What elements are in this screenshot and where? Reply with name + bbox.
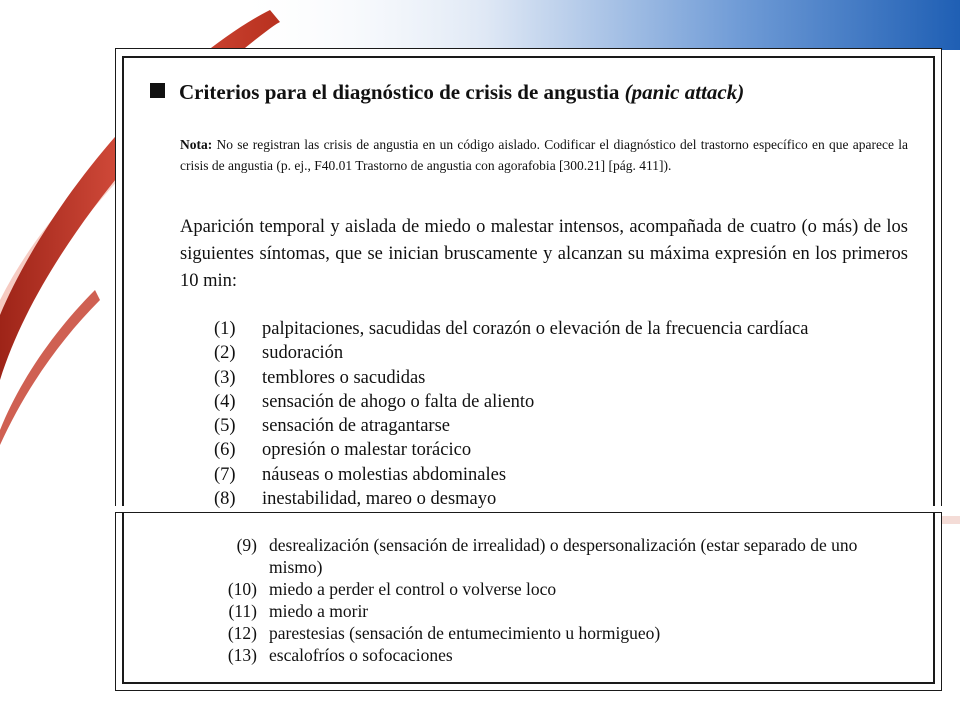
criteria-intro: Aparición temporal y aislada de miedo o malestar intensos, acompañada de cuatro (o más) de los siguientes síntomas, que se inician bruscamente y alcanzan su máxima expresión en los primeros 10 min: (180, 217, 908, 291)
criteria-heading (150, 80, 744, 105)
list-item (214, 414, 808, 438)
list-item (214, 317, 808, 341)
list-item (214, 390, 808, 414)
list-item-text: sudoración (262, 343, 344, 364)
list-item-text: miedo a perder el control o volverse loco (269, 579, 557, 599)
list-item-number: (1) (214, 319, 236, 339)
list-item (214, 644, 914, 666)
list-item-number: (12) (227, 623, 257, 643)
list-item (214, 341, 808, 365)
list-item-number: (8) (214, 489, 236, 510)
list-item-number: (5) (214, 416, 236, 437)
list-item (214, 438, 808, 462)
header-blue-band (230, 0, 960, 50)
list-item (214, 578, 914, 600)
list-item-text: inestabilidad, mareo o desmayo (262, 489, 497, 510)
list-item-text: temblores o sacudidas (262, 367, 426, 388)
note-label: Nota: (180, 137, 213, 152)
list-item-text: palpitaciones, sacudidas del corazón o elevación de la frecuencia cardíaca (262, 319, 809, 339)
list-item-text: náuseas o molestias abdominales (262, 464, 507, 485)
list-item (214, 534, 914, 578)
list-item (214, 463, 808, 487)
list-item-text: parestesias (sensación de entumecimiento u hormigueo) (269, 623, 661, 643)
list-item (214, 600, 914, 622)
list-item (214, 622, 914, 644)
criteria-heading-italic: (panic attack) (624, 80, 745, 104)
note-text: No se registran las crisis de angustia en un código aislado. Codificar el diagnóstico del trastorno específico en que aparece la crisis de angustia (p. ej., F40.01 Trastorno de angustia con agorafobia [300.21] [pág. 411]). (180, 137, 909, 173)
list-item (214, 487, 808, 511)
list-item-number: (2) (214, 343, 236, 364)
list-item-text: desrealización (sensación de irrealidad) o despersonalización (estar separado de uno mismo) (269, 535, 858, 577)
list-item-number: (11) (228, 601, 257, 621)
criteria-note (180, 134, 908, 176)
list-item-number: (4) (214, 391, 236, 412)
list-item-number: (10) (227, 579, 257, 599)
list-item-text: sensación de ahogo o falta de aliento (262, 391, 535, 412)
list-item-text: opresión o malestar torácico (262, 440, 472, 461)
list-item-number: (7) (214, 464, 236, 485)
list-item-number: (3) (214, 367, 236, 388)
criteria-heading-text: Criterios para el diagnóstico de crisis de angustia (179, 80, 620, 104)
list-item (214, 366, 808, 390)
list-item-number: (9) (236, 535, 257, 555)
symptom-list-part1 (214, 317, 808, 511)
list-item-text: miedo a morir (269, 601, 369, 621)
symptom-list-part2 (214, 534, 914, 666)
list-item-number: (6) (214, 440, 236, 461)
list-item-text: escalofríos o sofocaciones (269, 645, 453, 665)
square-bullet-icon (150, 83, 165, 98)
list-item-number: (13) (227, 645, 257, 665)
list-item-text: sensación de atragantarse (262, 416, 450, 437)
